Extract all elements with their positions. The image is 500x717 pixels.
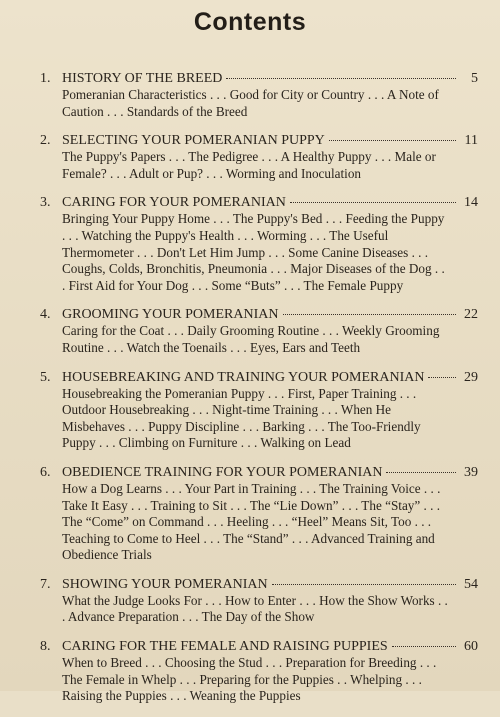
- chapter-number: 3.: [40, 195, 51, 211]
- chapter-entry: [40, 132, 478, 182]
- chapter-entry: [40, 369, 478, 452]
- chapter-title: CARING FOR YOUR POMERANIAN: [62, 195, 286, 211]
- chapter-heading: [40, 194, 478, 211]
- chapter-description: Housebreaking the Pomeranian Puppy . . . First, Paper Training . . . Outdoor Housebreaking . . . Night-time Training . . . When He Misbehaves . . . Puppy Discipline . . . Barking . . . The Too-Friendly Puppy . . . Climbing on Furniture . . . Walking on Lead: [62, 385, 421, 451]
- chapter-description: How a Dog Learns . . . Your Part in Training . . . The Training Voice . . . Take It Easy . . . Training to Sit . . . The “Lie Down” . . . The “Stay” . . . The “Come” on Command . . . Heeling . . . “Heel” Means Sit, Too . . . Teaching to Come to Heel . . . The “Stand” . . . Advanced Training and Obedience Trials: [62, 480, 441, 563]
- chapter-description: What the Judge Looks For . . . How to Enter . . . How the Show Works . . . Advance Preparation . . . The Day of the Show: [62, 592, 448, 625]
- chapter-page-number: 39: [464, 464, 478, 480]
- chapter-title: OBEDIENCE TRAINING FOR YOUR POMERANIAN: [62, 464, 383, 480]
- chapter-title: HOUSEBREAKING AND TRAINING YOUR POMERANIAN: [62, 369, 425, 385]
- chapter-page-number: 5: [471, 71, 478, 86]
- chapter-description: Bringing Your Puppy Home . . . The Puppy's Bed . . . Feeding the Puppy . . . Watching the Puppy's Health . . . Worming . . . The Useful Thermometer . . . Don't Let Him Jump . . . Some Canine Diseases . . . Coughs, Colds, Bronchitis, Pneumonia . . . Major Diseases of the Dog . . . First Aid for Your Dog . . . Some “Buts” . . . The Female Puppy: [62, 211, 445, 293]
- chapter-heading: [40, 369, 478, 386]
- chapter-page-number: 22: [464, 307, 478, 323]
- chapter-number: 2.: [40, 133, 51, 149]
- chapter-number: 6.: [40, 464, 51, 480]
- page-title: Contents: [193, 8, 307, 36]
- chapter-heading: [40, 464, 478, 481]
- chapter-entry: [40, 576, 478, 626]
- chapter-heading: [40, 576, 478, 593]
- dot-leader: [272, 584, 456, 585]
- chapter-entry: [40, 70, 478, 120]
- chapter-heading: [40, 638, 478, 655]
- chapter-title: SHOWING YOUR POMERANIAN: [62, 576, 268, 592]
- chapter-entry: [40, 464, 478, 564]
- dot-leader: [386, 472, 456, 473]
- chapter-entry: [40, 638, 478, 705]
- chapter-title: GROOMING YOUR POMERANIAN: [62, 307, 279, 323]
- dot-leader: [329, 140, 456, 141]
- chapter-entry: [40, 194, 478, 294]
- chapter-list: [40, 70, 478, 717]
- chapter-description: The Puppy's Papers . . . The Pedigree . . . A Healthy Puppy . . . Male or Female? . . . Adult or Pup? . . . Worming and Inoculation: [62, 149, 436, 181]
- dot-leader: [283, 314, 457, 315]
- chapter-description: Caring for the Coat . . . Daily Grooming Routine . . . Weekly Grooming Routine . . . Watch the Toenails . . . Eyes, Ears and Teeth: [62, 323, 440, 355]
- chapter-heading: [40, 70, 478, 87]
- chapter-number: 7.: [40, 576, 51, 592]
- chapter-description: When to Breed . . . Choosing the Stud . . . Preparation for Breeding . . . The Female in Whelp . . . Preparing for the Puppies . . Whelping . . . Raising the Puppies . . . Weaning the Puppies: [62, 655, 437, 704]
- dot-leader: [392, 646, 456, 647]
- chapter-page-number: 60: [464, 639, 478, 655]
- chapter-page-number: 11: [464, 133, 478, 149]
- chapter-number: 5.: [40, 369, 51, 385]
- chapter-number: 8.: [40, 639, 51, 655]
- dot-leader: [290, 202, 456, 203]
- chapter-page-number: 14: [464, 195, 478, 211]
- chapter-description: Pomeranian Characteristics . . . Good for City or Country . . . A Note of Caution . . . Standards of the Breed: [62, 87, 439, 119]
- chapter-heading: [40, 132, 478, 149]
- chapter-page-number: 29: [464, 369, 478, 385]
- dot-leader: [226, 78, 456, 79]
- chapter-title: HISTORY OF THE BREED: [62, 71, 223, 86]
- chapter-page-number: 54: [464, 576, 478, 592]
- chapter-title: CARING FOR THE FEMALE AND RAISING PUPPIES: [62, 639, 388, 655]
- chapter-title: SELECTING YOUR POMERANIAN PUPPY: [62, 133, 325, 149]
- dot-leader: [428, 377, 456, 378]
- chapter-heading: [40, 306, 478, 323]
- chapter-number: 1.: [40, 71, 51, 86]
- chapter-entry: [40, 306, 478, 356]
- chapter-number: 4.: [40, 307, 51, 323]
